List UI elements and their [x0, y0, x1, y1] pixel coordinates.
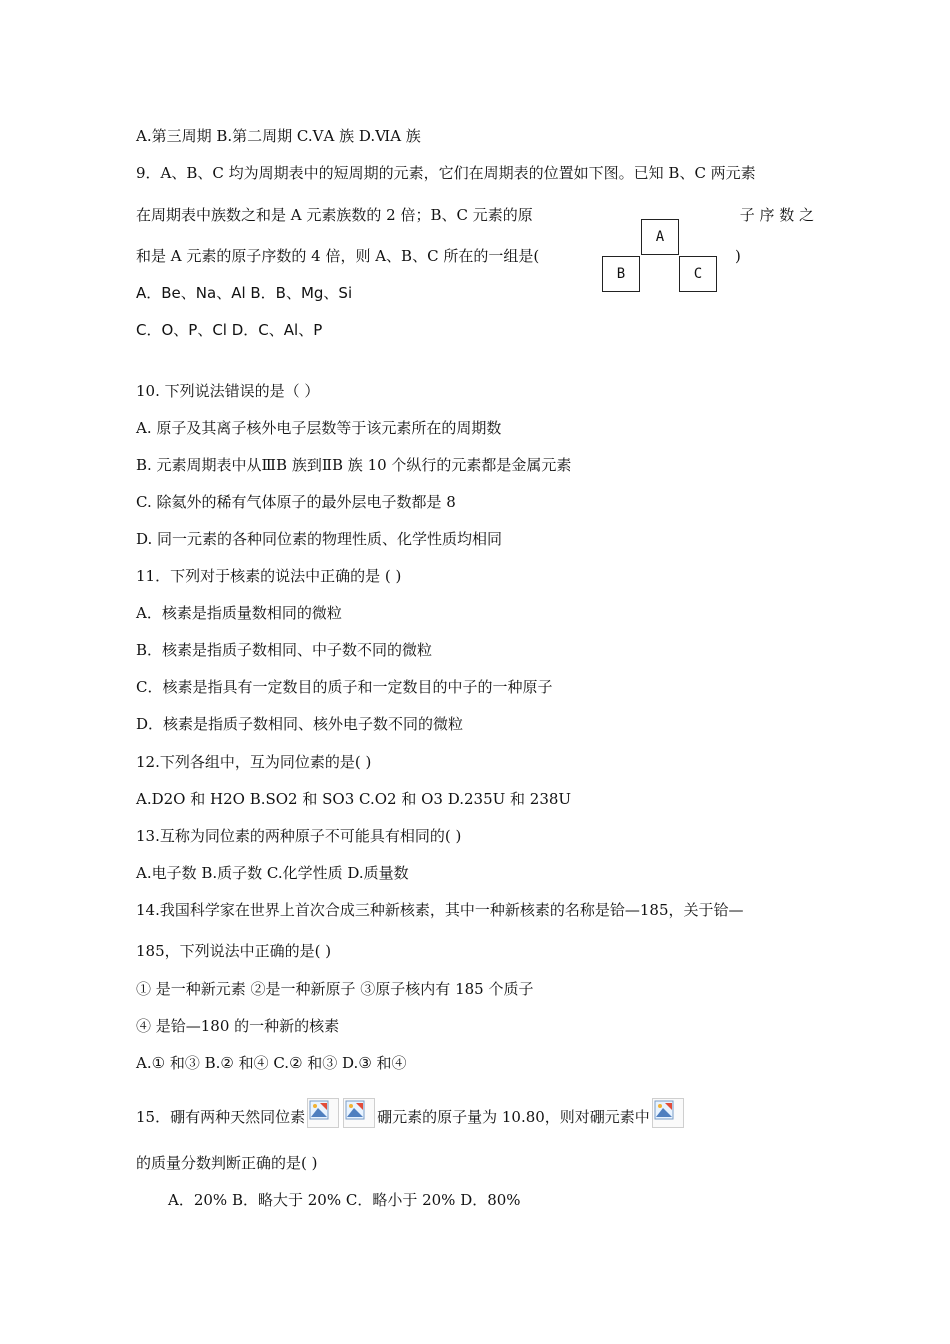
q9-stem-line3-paren: ) [735, 247, 741, 265]
q10-option-b: B. 元素周期表中从ⅢB 族到ⅡB 族 10 个纵行的元素都是金属元素 [136, 456, 572, 474]
q9-stem-line2-right: 子 序 数 之 [739, 206, 814, 224]
q14-options: A.① 和③ B.② 和④ C.② 和③ D.③ 和④ [136, 1054, 407, 1072]
broken-image-icon [343, 1098, 375, 1128]
q9-stem-line2 [136, 205, 814, 225]
q13-options: A.电子数 B.质子数 C.化学性质 D.质量数 [136, 864, 409, 882]
q11-option-c: C．核素是指具有一定数目的质子和一定数目的中子的一种原子 [136, 678, 553, 696]
q10-option-d: D. 同一元素的各种同位素的物理性质、化学性质均相同 [136, 530, 503, 548]
q11-option-b: B．核素是指质子数相同、中子数不同的微粒 [136, 641, 433, 659]
q14-stem-line2: 185，下列说法中正确的是( ) [136, 942, 332, 960]
broken-image-icon [307, 1098, 339, 1128]
q15-stem-part2: 硼元素的原子量为 10.80，则对硼元素中 [377, 1108, 650, 1126]
broken-image-icon [652, 1098, 684, 1128]
q15-stem-line2: 的质量分数判断正确的是( ) [136, 1154, 318, 1172]
q13-stem: 13.互称为同位素的两种原子不可能具有相同的( ) [136, 827, 462, 845]
periodic-cell-b: B [602, 256, 640, 292]
q15-stem-line1 [136, 1098, 686, 1132]
q10-option-a: A. 原子及其离子核外电子层数等于该元素所在的周期数 [136, 419, 502, 437]
q11-option-d: D．核素是指质子数相同、核外电子数不同的微粒 [136, 715, 464, 733]
q8-options: A.第三周期 B.第二周期 C.ⅤA 族 D.ⅥA 族 [136, 127, 421, 145]
periodic-cell-a: A [641, 219, 679, 255]
q11-option-a: A．核素是指质量数相同的微粒 [136, 604, 342, 622]
q14-stem-line1: 14.我国科学家在世界上首次合成三种新核素，其中一种新核素的名称是铪—185，关于铪— [136, 901, 744, 919]
q12-options: A.D2O 和 H2O B.SO2 和 SO3 C.O2 和 O3 D.235U 和 238U [136, 790, 572, 808]
q15-options: A．20% B．略大于 20% C．略小于 20% D．80% [168, 1191, 521, 1209]
q14-statements-1: ① 是一种新元素 ②是一种新原子 ③原子核内有 185 个质子 [136, 980, 534, 998]
q14-statements-2: ④ 是铪—180 的一种新的核素 [136, 1017, 340, 1035]
q10-option-c: C. 除氦外的稀有气体原子的最外层电子数都是 8 [136, 493, 456, 511]
q9-stem-line2-left: 在周期表中族数之和是 A 元素族数的 2 倍；B、C 元素的原 [136, 206, 533, 224]
q10-stem: 10. 下列说法错误的是（ ） [136, 382, 320, 400]
periodic-cell-c: C [679, 256, 717, 292]
q12-stem: 12.下列各组中，互为同位素的是( ) [136, 753, 372, 771]
q11-stem: 11．下列对于核素的说法中正确的是 ( ) [136, 567, 402, 585]
q9-options-ab: A．Be、Na、Al B．B、Mg、Si [136, 284, 353, 302]
q9-options-cd: C．O、P、Cl D．C、Al、P [136, 321, 323, 339]
q9-stem-line3: 和是 A 元素的原子序数的 4 倍，则 A、B、C 所在的一组是( [136, 247, 540, 265]
q9-stem-line1: 9．A、B、C 均为周期表中的短周期的元素，它们在周期表的位置如下图。已知 B、C 两元素 [136, 164, 756, 182]
q15-stem-part1: 15．硼有两种天然同位素 [136, 1108, 306, 1126]
